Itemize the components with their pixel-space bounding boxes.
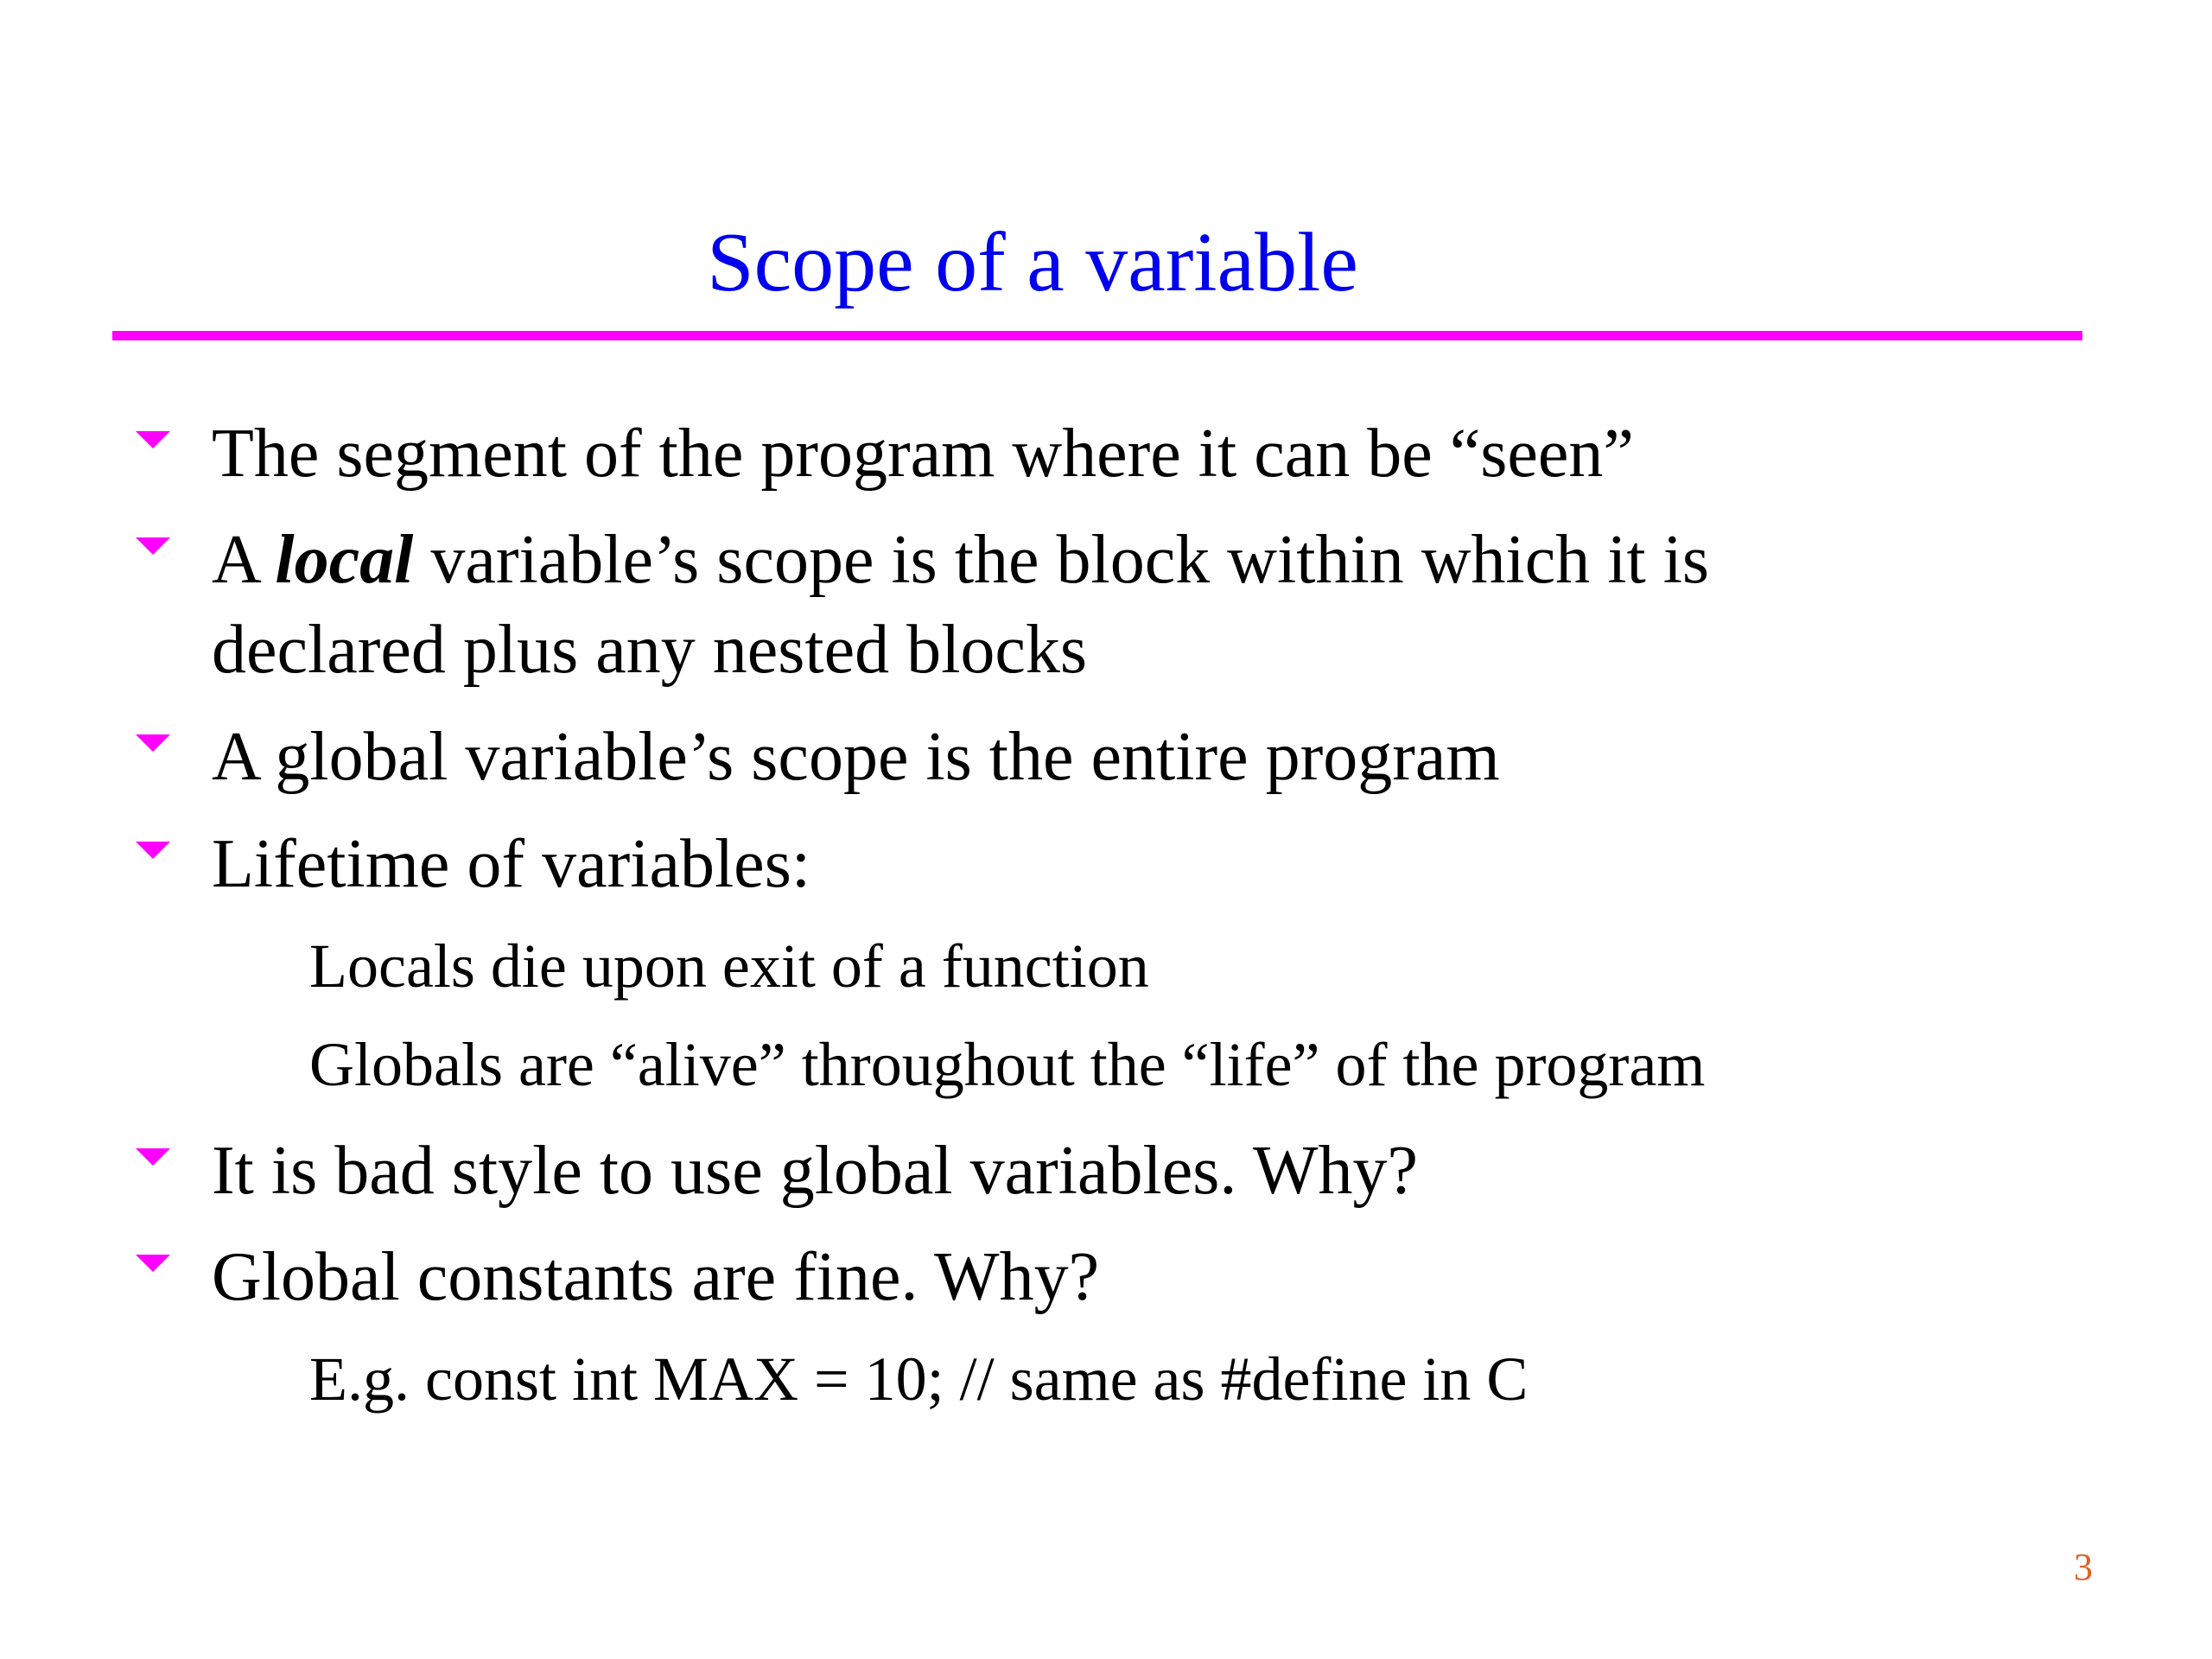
sub-bullet-text: Locals die upon exit of a function — [309, 931, 1149, 1001]
triangle-down-icon — [136, 1255, 170, 1272]
triangle-down-icon — [136, 842, 170, 859]
triangle-down-icon — [136, 734, 170, 752]
triangle-down-icon — [136, 1148, 170, 1166]
bullet-text-rest: variable’s scope is the block within which it is — [413, 522, 1710, 598]
bullet-text-prefix: A — [212, 522, 276, 598]
bullet-text: It is bad style to use global variables. Why? — [212, 1133, 1418, 1209]
title-divider — [112, 331, 2082, 340]
slide-title: Scope of a variable — [707, 216, 1358, 309]
triangle-down-icon — [136, 431, 170, 448]
page-number: 3 — [2074, 1546, 2093, 1588]
bullet-text: Global constants are fine. Why? — [212, 1239, 1100, 1315]
emphasis-local: local — [275, 522, 414, 598]
bullet-text: The segment of the program where it can be “seen” — [212, 416, 1634, 492]
bullet-text: Lifetime of variables: — [212, 826, 811, 902]
triangle-down-icon — [136, 537, 170, 555]
sub-bullet-text: Globals are “alive” throughout the “life” of the program — [309, 1030, 1706, 1099]
bullet-text: A global variable’s scope is the entire program — [212, 719, 1500, 795]
bullet-text — [212, 517, 1709, 603]
sub-bullet-text: E.g. const int MAX = 10; // same as #define in C — [309, 1344, 1529, 1414]
bullet-text-continuation: declared plus any nested blocks — [212, 612, 1088, 688]
